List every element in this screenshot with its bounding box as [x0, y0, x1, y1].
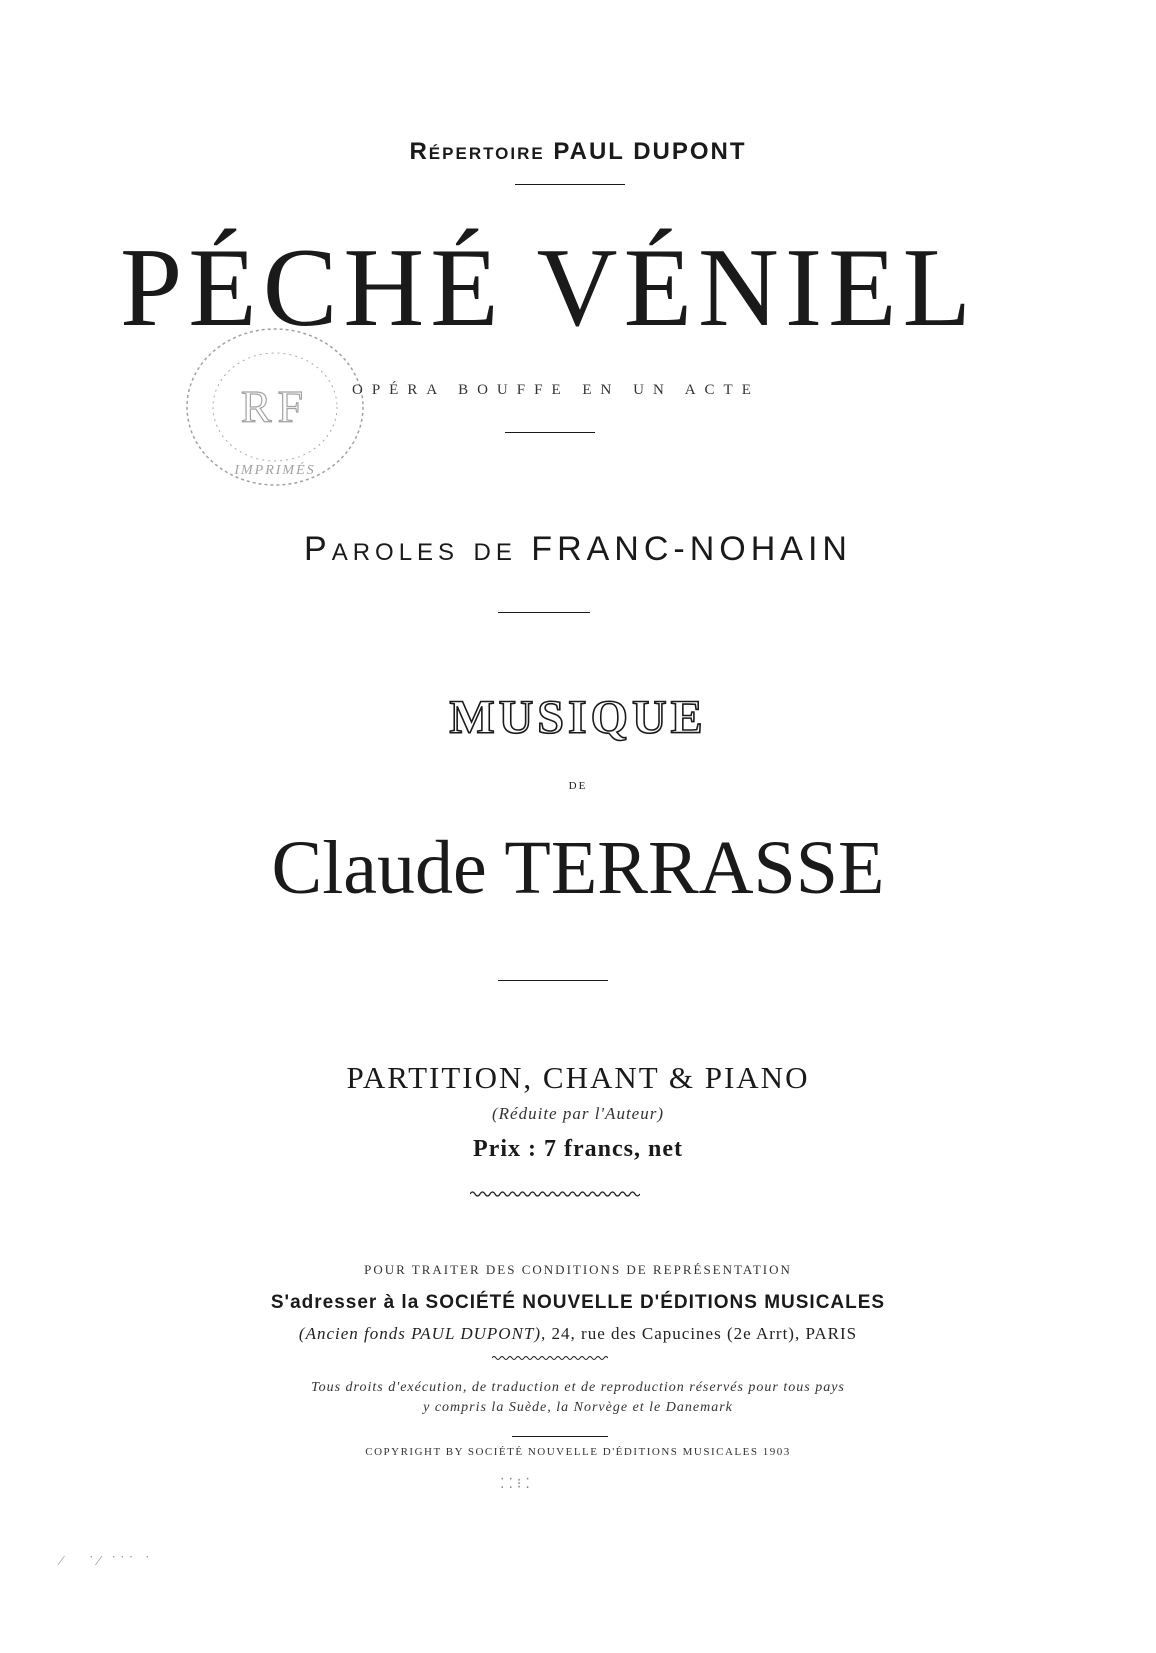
- reduction-note: (Réduite par l'Auteur): [492, 1104, 664, 1123]
- representation-heading: POUR TRAITER DES CONDITIONS DE REPRÉSENTATION: [364, 1262, 792, 1277]
- faint-mark: ⁚⁚⁝⁚: [500, 1477, 534, 1492]
- publisher-former-fonds: (Ancien fonds PAUL DUPONT),: [298, 1324, 547, 1343]
- price-line: Prix : 7 francs, net: [473, 1136, 683, 1162]
- work-subtitle: OPÉRA BOUFFE EN UN ACTE: [352, 382, 760, 398]
- rights-line-2: y compris la Suède, la Norvège et le Danemark: [423, 1400, 733, 1415]
- wavy-divider: [492, 1354, 608, 1362]
- stamp-center-text: RF: [240, 381, 310, 432]
- faint-mark: ⁄ ˙⁄ ˙˙˙ ˙: [60, 1554, 154, 1569]
- divider-rule: [512, 1436, 608, 1437]
- music-de: DE: [568, 780, 588, 792]
- divider-rule: [498, 612, 590, 613]
- music-heading: MUSIQUE: [449, 691, 707, 744]
- composer-name: Claude TERRASSE: [271, 826, 885, 910]
- repertoire-heading: [0, 138, 1156, 166]
- copyright-line: COPYRIGHT BY SOCIÉTÉ NOUVELLE D'ÉDITIONS MUSICALES 1903: [365, 1446, 791, 1458]
- divider-rule: [498, 980, 608, 981]
- wavy-divider: [470, 1190, 640, 1198]
- lyricist-line: Paroles de FRANC-NOHAIN: [304, 530, 852, 568]
- divider-rule: [505, 432, 595, 433]
- rights-line-1: Tous droits d'exécution, de traduction et de reproduction réservés pour tous pays: [311, 1380, 845, 1395]
- library-stamp: [180, 322, 370, 492]
- rights-notice: [0, 1378, 1156, 1418]
- publisher-contact: S'adresser à la SOCIÉTÉ NOUVELLE D'ÉDITIONS MUSICALES: [270, 1292, 886, 1313]
- stamp-bottom-text: IMPRIMÉS: [234, 463, 316, 478]
- repertoire-prefix: Répertoire: [409, 138, 545, 165]
- work-title: PÉCHÉ VÉNIEL: [120, 226, 977, 350]
- divider-rule: [515, 184, 625, 185]
- edition-type: PARTITION, CHANT & PIANO: [346, 1060, 810, 1095]
- publisher-address: [0, 1324, 1156, 1344]
- repertoire-publisher: PAUL DUPONT: [553, 138, 747, 165]
- publisher-street: 24, rue des Capucines (2e Arrt), PARIS: [546, 1324, 858, 1343]
